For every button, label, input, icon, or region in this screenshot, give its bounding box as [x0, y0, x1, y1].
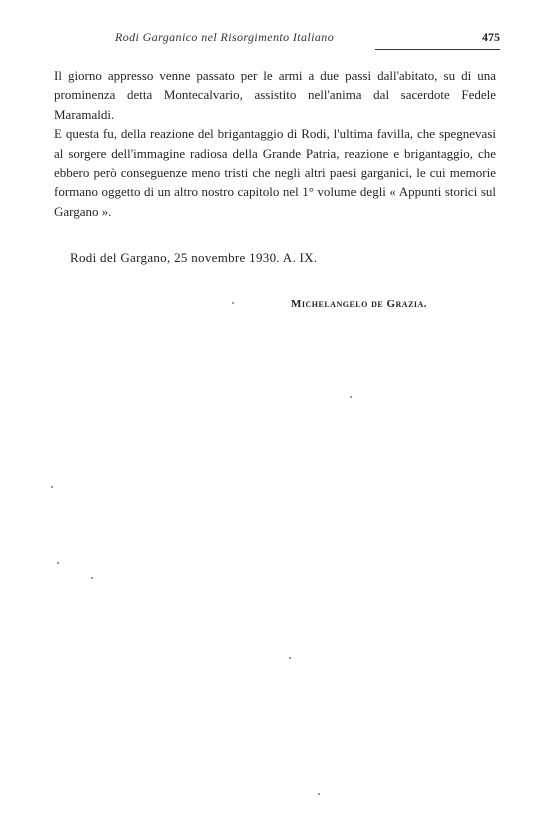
body-text: [54, 66, 496, 221]
header-rule: [375, 49, 500, 50]
print-speck: [51, 486, 53, 488]
print-speck: [232, 302, 234, 304]
print-speck: [289, 657, 291, 659]
running-title: Rodi Garganico nel Risorgimento Italiano: [115, 30, 335, 44]
dateline: Rodi del Gargano, 25 novembre 1930. A. IX.: [70, 250, 318, 265]
signature: Michelangelo de Grazia.: [291, 298, 428, 310]
print-speck: [57, 562, 59, 564]
page-number: 475: [482, 30, 500, 44]
paragraph-2: E questa fu, della reazione del brigantaggio di Rodi, l'ultima favilla, che spegnevasi al sorgere dell'immagine radiosa della Grande Patria, reazione e brigantaggio, che ebbero però conseguenze meno tristi che negli altri paesi garganici, le cui memorie formano oggetto di un altro nostro capitolo nel 1° volume degli « Appunti storici sul Gargano ».: [54, 126, 496, 219]
print-speck: [350, 396, 352, 398]
print-speck: [91, 577, 93, 579]
page-header: [115, 30, 500, 52]
paragraph-1: Il giorno appresso venne passato per le armi a due passi dall'abitato, su di una prominenza detta Montecalvario, assistito nell'anima dal sacerdote Fedele Maramaldi.: [54, 68, 496, 122]
print-speck: [318, 793, 320, 795]
